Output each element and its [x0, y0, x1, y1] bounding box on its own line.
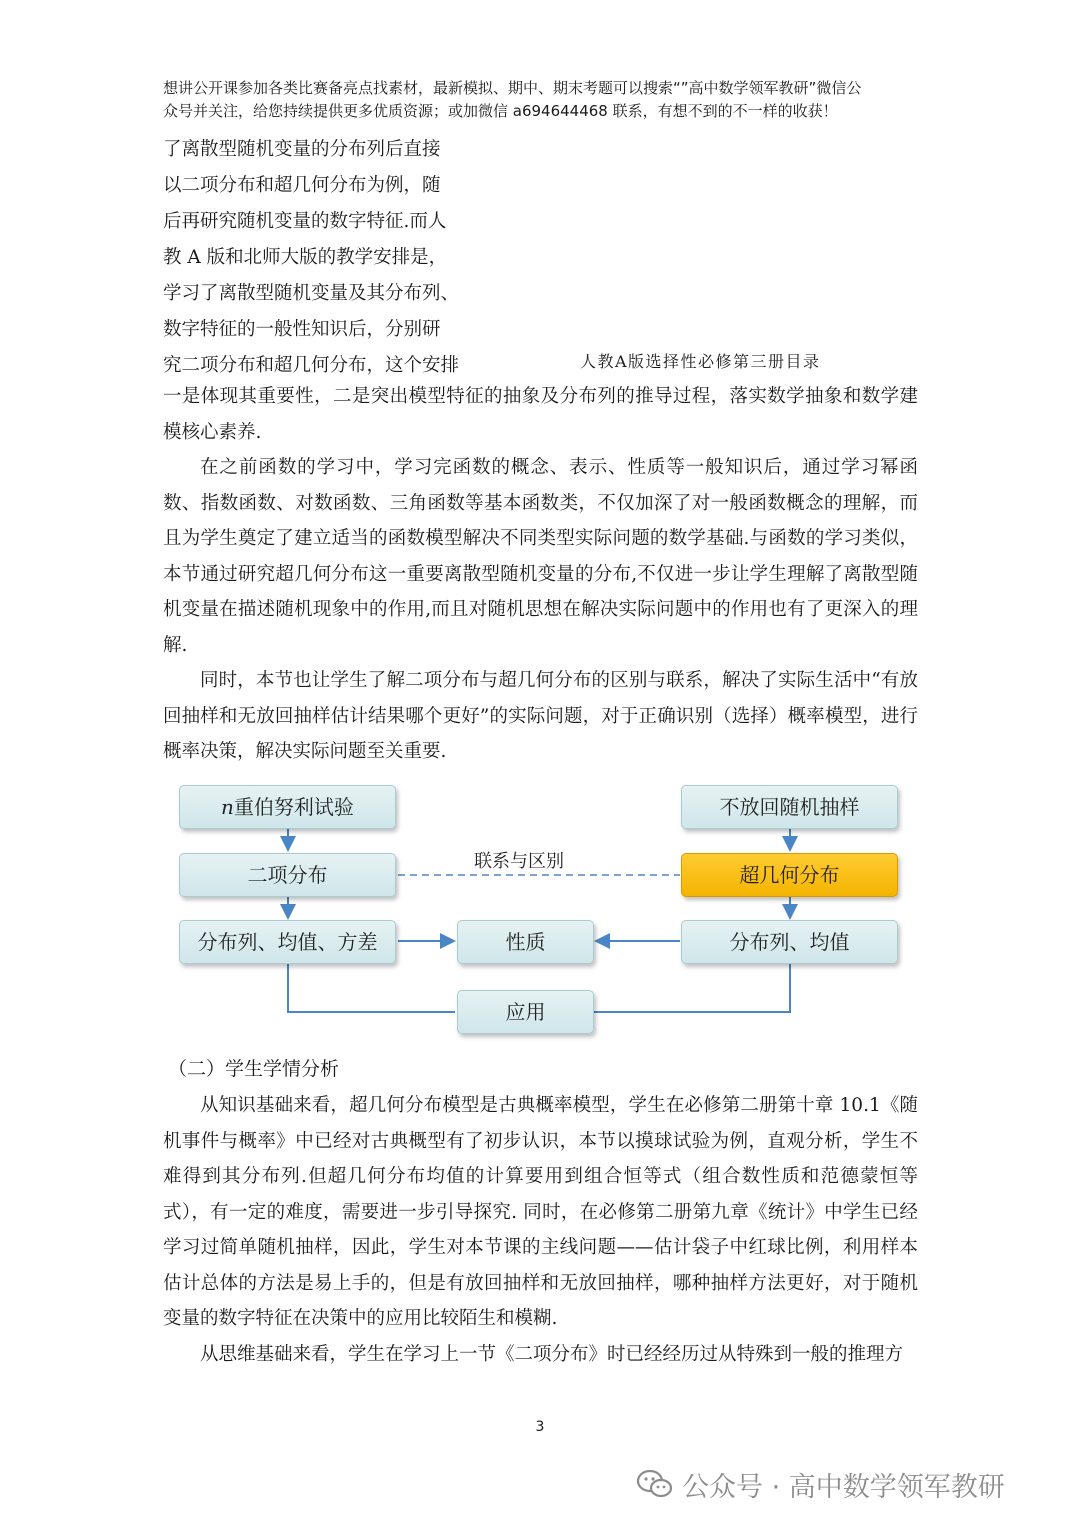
- left-line: 了离散型随机变量的分布列后直接: [163, 139, 441, 160]
- watermark: [636, 1462, 1005, 1506]
- concept-diagram: [170, 778, 910, 1040]
- line-to-application-left: [288, 964, 455, 1012]
- body-section-1: [163, 379, 918, 770]
- box-application: 应用: [457, 990, 594, 1034]
- left-line: 数字特征的一般性知识后，分别研: [163, 319, 441, 340]
- box-bernoulli-trials: [179, 785, 396, 829]
- toc-image-caption: 人教A版选择性必修第三册目录: [580, 352, 821, 371]
- paragraph: 从思维基础来看，学生在学习上一节《二项分布》时已经经历过从特殊到一般的推理方: [200, 1343, 904, 1365]
- line-to-application-right: [594, 964, 790, 1012]
- box-dist-mean-variance: 分布列、均值、方差: [179, 920, 396, 964]
- promo-header: [163, 77, 923, 123]
- wechat-icon: [636, 1469, 674, 1499]
- promo-line-1: 想讲公开课参加各类比赛备亮点找素材，最新模拟、期中、期末考题可以搜索“”高中数学领军教研”微信公: [163, 79, 862, 97]
- paragraph: 一是体现其重要性，二是突出模型特征的抽象及分布列的推导过程，落实数学抽象和数学建模核心素养.: [163, 386, 918, 443]
- box-properties: 性质: [457, 920, 594, 964]
- box-hypergeometric-distribution: 超几何分布: [681, 853, 898, 897]
- left-line: 究二项分布和超几何分布，这个安排: [163, 355, 460, 376]
- body-section-2: [163, 1088, 918, 1372]
- paragraph: 同时，本节也让学生了解二项分布与超几何分布的区别与联系，解决了实际生活中“有放回抽样和无放回抽样估计结果哪个更好”的实际问题，对于正确识别（选择）概率模型，进行概率决策，解决实际问题至关重要.: [163, 670, 918, 762]
- n-variable: n: [221, 795, 234, 819]
- left-line: 以二项分布和超几何分布为例，随: [163, 175, 441, 196]
- paragraph: 在之前函数的学习中，学习完函数的概念、表示、性质等一般知识后，通过学习幂函数、指数函数、对数函数、三角函数等基本函数类，不仅加深了对一般函数概念的理解，而且为学生奠定了建立适当的函数模型解决不同类型实际问题的数学基础.与函数的学习类似，本节通过研究超几何分布这一重要离散型随机变量的分布,不仅进一步让学生理解了离散型随机变量在描述随机现象中的作用,而且对随机思想在解决实际问题中的作用也有了更深入的理解.: [163, 457, 918, 656]
- left-line: 后再研究随机变量的数字特征.而人: [163, 211, 447, 232]
- left-column-text: [163, 132, 483, 384]
- watermark-text: 公众号 · 高中数学领军教研: [682, 1471, 1005, 1503]
- box-binomial-distribution: 二项分布: [179, 853, 396, 897]
- left-line: 教 A 版和北师大版的教学安排是，: [163, 247, 448, 268]
- relation-label: 联系与区别: [474, 851, 564, 872]
- section-heading: （二）学生学情分析: [168, 1058, 340, 1080]
- page-number: 3: [535, 1419, 545, 1435]
- bernoulli-label: 重伯努利试验: [233, 795, 354, 819]
- paragraph: 从知识基础来看，超几何分布模型是古典概率模型，学生在必修第二册第十章 10.1《随机事件与概率》中已经对古典概型有了初步认识，本节以摸球试验为例，直观分析，学生不难得到其分布列.但超几何分布均值的计算要用到组合恒等式（组合数性质和范德蒙恒等式），有一定的难度，需要进一步引导探究. 同时，在必修第二册第九章《统计》中学生已经学习过简单随机抽样，因此，学生对本节课的主线问题——估计袋子中红球比例，利用样本估计总体的方法是易上手的，但是有放回抽样和无放回抽样，哪种抽样方法更好，对于随机变量的数字特征在决策中的应用比较陌生和模糊.: [163, 1095, 918, 1329]
- left-line: 学习了离散型随机变量及其分布列、: [163, 283, 460, 304]
- box-without-replacement-sampling: 不放回随机抽样: [681, 785, 898, 829]
- box-dist-mean: 分布列、均值: [681, 920, 898, 964]
- promo-line-2: 众号并关注，给您持续提供更多优质资源；或加微信 a694644468 联系，有想不到的不一样的收获！: [163, 102, 838, 120]
